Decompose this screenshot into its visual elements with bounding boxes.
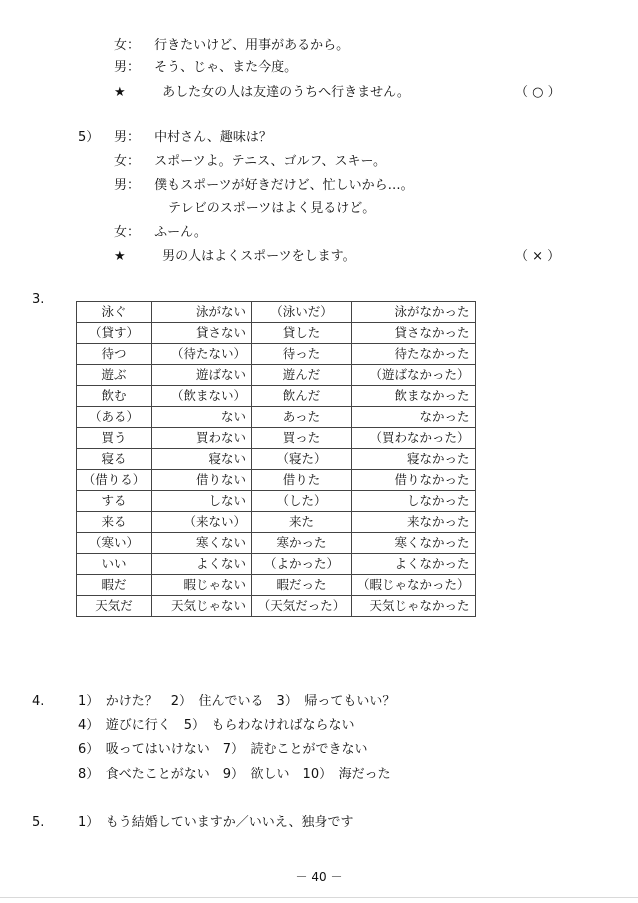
star-icon: ★ (114, 249, 126, 264)
table-cell: 貸さない (152, 323, 252, 344)
table-cell: （泳いだ） (252, 302, 352, 323)
line-text: 僕もスポーツが好きだけど、忙しいから…。 (154, 178, 414, 193)
speaker-label: 男： (114, 60, 141, 75)
table-cell: なかった (352, 407, 476, 428)
table-cell: 天気じゃない (152, 596, 252, 617)
table-cell: 来る (77, 512, 152, 533)
table-row (77, 596, 476, 617)
section-5-number: 5. (32, 815, 45, 830)
item5-line-5 (114, 225, 207, 241)
table-cell: （借りる） (77, 470, 152, 491)
table-cell: （遊ばなかった） (352, 365, 476, 386)
table-row (77, 470, 476, 491)
answer-circle: （ ○ ） (515, 85, 561, 100)
page-number: － 40 － (295, 870, 343, 884)
table-row (77, 575, 476, 596)
speaker-label: 女： (114, 225, 141, 240)
section-4-line-2: 4） 遊びに行く 5） もらわなければならない (78, 718, 355, 733)
table-cell: 飲む (77, 386, 152, 407)
table-cell: しない (152, 491, 252, 512)
table-cell: 寒くない (152, 533, 252, 554)
conjugation-table (76, 301, 476, 617)
table-cell: よくない (152, 554, 252, 575)
table-cell: （ある） (77, 407, 152, 428)
table-row (77, 407, 476, 428)
dialogue-a-line-2 (114, 60, 297, 76)
section-3-number: 3. (32, 292, 45, 307)
table-cell: 買う (77, 428, 152, 449)
table-cell: する (77, 491, 152, 512)
table-cell: 遊ばない (152, 365, 252, 386)
item5-line-1 (114, 130, 272, 146)
section-4-number: 4. (32, 694, 45, 709)
table-cell: 待った (252, 344, 352, 365)
table-cell: いい (77, 554, 152, 575)
item5-line-4 (168, 201, 375, 217)
table-row (77, 512, 476, 533)
table-row (77, 449, 476, 470)
section-5-line-1: 1） もう結婚していますか／いいえ、独身です (78, 815, 354, 830)
table-cell: （よかった） (252, 554, 352, 575)
table-cell: 暇だった (252, 575, 352, 596)
table-row (77, 533, 476, 554)
line-text: 行きたいけど、用事があるから。 (154, 38, 350, 53)
table-cell: 遊んだ (252, 365, 352, 386)
table-cell: 借りなかった (352, 470, 476, 491)
table-cell: 来なかった (352, 512, 476, 533)
section-4-line-3: 6） 吸ってはいけない 7） 読むことができない (78, 742, 368, 757)
table-cell: 寝ない (152, 449, 252, 470)
dialogue-a-statement (114, 85, 410, 101)
table-cell: しなかった (352, 491, 476, 512)
table-cell: 飲まなかった (352, 386, 476, 407)
table-cell: （貸す） (77, 323, 152, 344)
table-cell: ない (152, 407, 252, 428)
table-row (77, 302, 476, 323)
table-cell: 寒くなかった (352, 533, 476, 554)
table-cell: 貸さなかった (352, 323, 476, 344)
table-cell: （寒い） (77, 533, 152, 554)
star-icon: ★ (114, 85, 126, 100)
table-cell: 暇だ (77, 575, 152, 596)
table-cell: （天気だった） (252, 596, 352, 617)
page-divider (0, 897, 638, 898)
table-cell: （買わなかった） (352, 428, 476, 449)
table-cell: （暇じゃなかった） (352, 575, 476, 596)
section-4-line-1: 1） かけた？ 2） 住んでいる 3） 帰ってもいい？ (78, 694, 396, 709)
table-cell: 買わない (152, 428, 252, 449)
table-cell: あった (252, 407, 352, 428)
table-cell: 天気だ (77, 596, 152, 617)
section-4-line-4: 8） 食べたことがない 9） 欲しい 10） 海だった (78, 767, 391, 782)
speaker-label: 女： (114, 154, 141, 169)
table-cell: （来ない） (152, 512, 252, 533)
table-row (77, 491, 476, 512)
table-row (77, 554, 476, 575)
table-cell: （寝た） (252, 449, 352, 470)
item5-line-2 (114, 154, 386, 170)
table-row (77, 428, 476, 449)
line-text: テレビのスポーツはよく見るけど。 (168, 201, 376, 216)
table-row (77, 365, 476, 386)
table-cell: 寒かった (252, 533, 352, 554)
table-cell: 暇じゃない (152, 575, 252, 596)
table-cell: 貸した (252, 323, 352, 344)
table-cell: 来た (252, 512, 352, 533)
line-text: ふーん。 (154, 225, 207, 240)
table-cell: 寝なかった (352, 449, 476, 470)
table-cell: 買った (252, 428, 352, 449)
table-cell: 待たなかった (352, 344, 476, 365)
speaker-label: 女： (114, 38, 141, 53)
table-cell: 天気じゃなかった (352, 596, 476, 617)
line-text: スポーツよ。テニス、ゴルフ、スキー。 (154, 154, 386, 169)
item5-statement (114, 249, 356, 265)
table-cell: 借りない (152, 470, 252, 491)
answer-cross: （ × ） (515, 249, 561, 264)
table-cell: （待たない） (152, 344, 252, 365)
table-cell: 泳ぐ (77, 302, 152, 323)
item-number: 5） (78, 130, 100, 145)
table-cell: よくなかった (352, 554, 476, 575)
table-cell: 借りた (252, 470, 352, 491)
line-text: そう、じゃ、また今度。 (154, 60, 298, 75)
table-row (77, 386, 476, 407)
statement-text: あした女の人は友達のうちへ行きません。 (162, 85, 410, 100)
table-cell: 待つ (77, 344, 152, 365)
table-cell: 泳がない (152, 302, 252, 323)
line-text: 中村さん、趣味は？ (154, 130, 272, 145)
table-cell: （飲まない） (152, 386, 252, 407)
table-cell: （した） (252, 491, 352, 512)
statement-text: 男の人はよくスポーツをします。 (162, 249, 356, 264)
item5-line-3 (114, 178, 414, 194)
table-cell: 寝る (77, 449, 152, 470)
table-row (77, 323, 476, 344)
table-row (77, 344, 476, 365)
table-cell: 遊ぶ (77, 365, 152, 386)
speaker-label: 男： (114, 130, 141, 145)
table-cell: 飲んだ (252, 386, 352, 407)
speaker-label: 男： (114, 178, 141, 193)
table-cell: 泳がなかった (352, 302, 476, 323)
dialogue-a-line-1 (114, 38, 349, 54)
